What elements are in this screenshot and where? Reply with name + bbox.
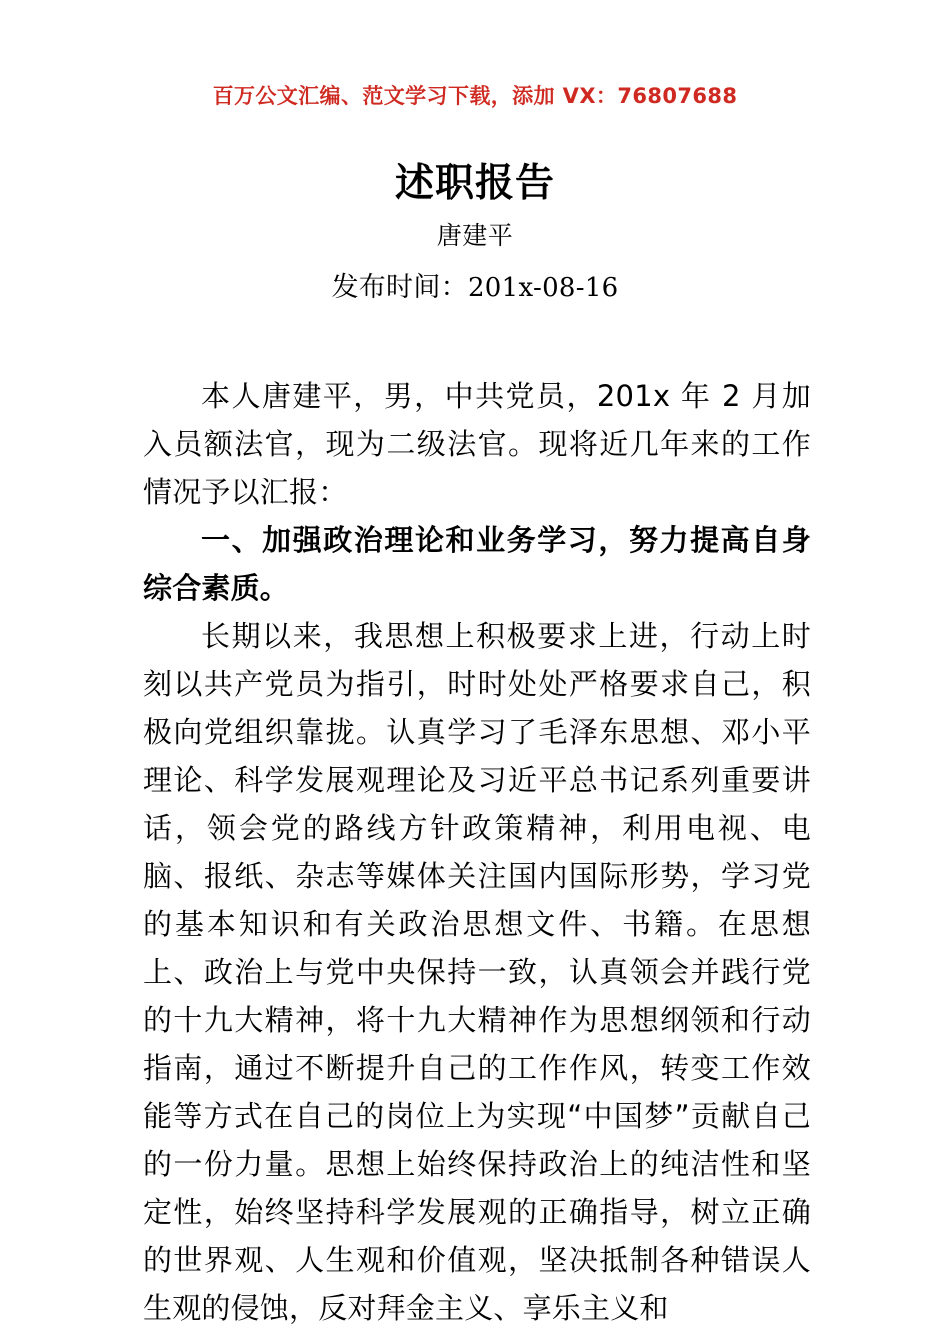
document-title: 述职报告 [394,161,555,206]
document-body [143,372,811,1332]
promo-header-text: 百万公文汇编、范文学习下载，添加 VX：76807688 [212,84,738,108]
document-author: 唐建平 [436,220,514,250]
publish-date-line [0,271,950,305]
title-block [0,162,950,305]
publish-date-value: 201x-08-16 [467,272,619,303]
publish-date-label: 发布时间： [331,271,468,303]
section-heading-one: 一、加强政治理论和业务学习，努力提高自身综合素质。 [143,523,811,605]
paragraph-section-one-body: 长期以来，我思想上积极要求上进，行动上时刻以共产党员为指引，时时处处严格要求自己，积极向党组织靠拢。认真学习了毛泽东思想、邓小平理论、科学发展观理论及习近平总书记系列重要讲话，领会党的路线方针政策精神，利用电视、电脑、报纸、杂志等媒体关注国内国际形势，学习党的基本知识和有关政治思想文件、书籍。在思想上、政治上与党中央保持一致，认真领会并践行党的十九大精神，将十九大精神作为思想纲领和行动指南，通过不断提升自己的工作作风，转变工作效能等方式在自己的岗位上为实现“中国梦”贡献自己的一份力量。思想上始终保持政治上的纯洁性和坚定性，始终坚持科学发展观的正确指导，树立正确的世界观、人生观和价值观，坚决抵制各种错误人生观的侵蚀，反对拜金主义、享乐主义和 [143,619,811,1325]
paragraph-intro: 本人唐建平，男，中共党员，201x 年 2 月加入员额法官，现为二级法官。现将近几年来的工作情况予以汇报： [143,379,811,509]
